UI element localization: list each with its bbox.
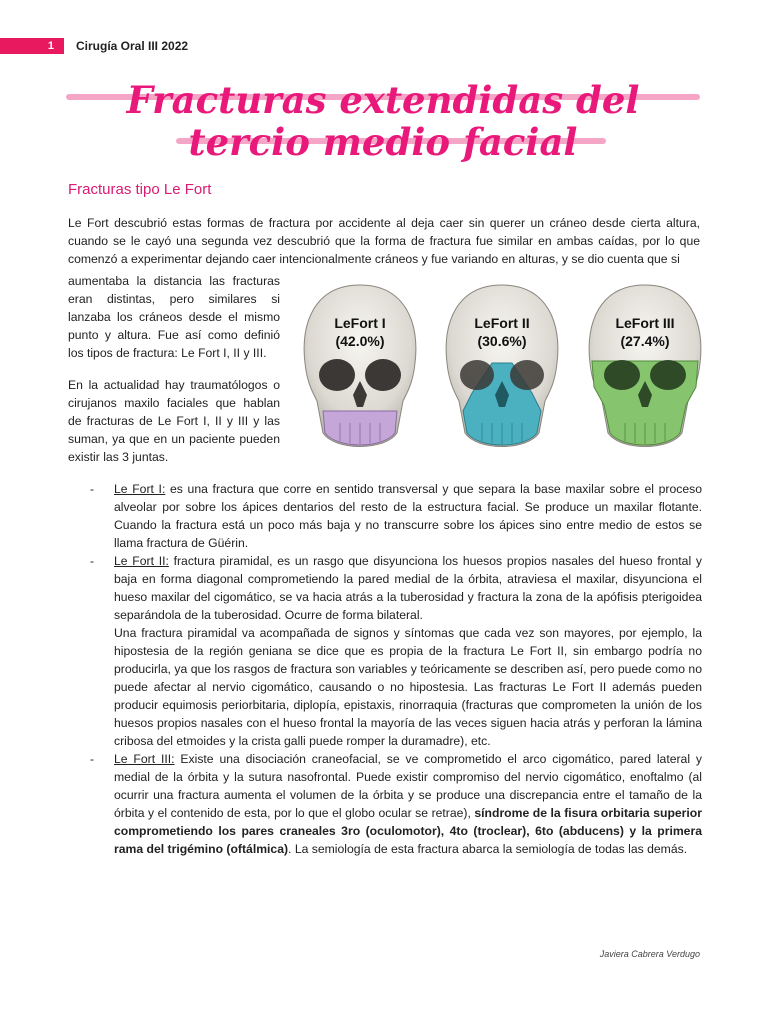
term-lefort-3: Le Fort III:	[114, 752, 175, 766]
percent-lefort-1: (42.0%)	[335, 333, 385, 349]
page-header	[0, 38, 768, 54]
footer-author: Javiera Cabrera Verdugo	[599, 949, 700, 959]
percent-lefort-2: (30.6%)	[477, 333, 527, 349]
term-lefort-1: Le Fort I:	[114, 482, 166, 496]
text-lefort-3: Existe una disociación craneofacial, se ve comprometido el arco cigomático, pared lateral y medial de la órbita y la sutura nasofrontal. Puede existir compromiso del nervio cigomático, enoftalmo (al ocurrir una fractura aumenta el volumen de la órbita y se produce una discrepancia entre el tamaño de la órbita y el contenido de esta, por lo que el globo ocular se retrae),	[114, 752, 702, 820]
list-item-lefort-3	[90, 750, 702, 858]
intro-paragraph-2: En la actualidad hay traumatólogos o cirujanos maxilo faciales que hablan de fracturas de Le Fort I, II y III y las suman, ya que en un paciente pueden existir las 3 juntas.	[68, 378, 280, 464]
list-dash: -	[90, 554, 95, 568]
skull-lefort-3	[589, 285, 701, 447]
label-lefort-2: LeFort II	[474, 315, 530, 331]
list-dash: -	[90, 752, 95, 766]
list-item-lefort-1	[90, 480, 702, 552]
text-lefort-2-extra: Una fractura piramidal va acompañada de signos y síntomas que cada vez son mayores, por ejemplo, la hipostesia de la región geniana se dice que es propia de la fractura Le Fort II, sin embargo podría no producirla, ya que los rasgos de fractura son variables y teóricamente se describen así, pero puede como no puede afectar al nervio cigomático, causando o no hipostesia. Las fracturas Le Fort II además pueden producir equimosis periorbitaria, diplopía, epistaxis, rinorraquia (fracturas que comprometen la unión de los huesos propios nasales con el hueso frontal la mayoría de las veces siguen hacia atrás y perforan la lámina cribosa del etmoides y la crista galli puede romper la duramadre), etc.	[114, 626, 702, 748]
list-dash: -	[90, 482, 95, 496]
label-lefort-1: LeFort I	[334, 315, 386, 331]
intro-paragraph-1a: Le Fort descubrió estas formas de fractura por accidente al deja caer sin querer un cráneo desde cierta altura, cuando se le cayó una segunda vez descubrió que la forma de fractura fue similar en ambas caídas, por lo que comenzó a experimentar dejando caer intencionalmente cráneos y fue variando en alturas, y se dio cuenta que si	[68, 216, 700, 266]
lefort-skulls-figure	[290, 283, 710, 468]
title-line-2: tercio medio facial	[188, 120, 578, 164]
skulls-illustration	[290, 283, 710, 468]
text-lefort-1: es una fractura que corre en sentido transversal y que separa la base maxilar sobre el proceso alveolar por sobre los ápices dentarios del resto de la estructura facial. Se produce un maxilar flotante. Cuando la fractura está un poco más baja y no transcurre sobre los ápices sino entre medio de estos se llama fractura de Güérin.	[114, 482, 702, 550]
document-title	[66, 78, 700, 168]
page-number: 1	[0, 38, 64, 54]
intro-paragraph-1b: aumentaba la distancia las fracturas eran distintas, pero similares si lanzaba los cráneos desde el mismo punto y altura. Fue así como definió los tipos de fractura: Le Fort I, II y III.	[68, 274, 280, 360]
text-lefort-3-end: . La semiología de esta fractura abarca la semiología de todas las demás.	[288, 842, 688, 856]
list-item-lefort-2	[90, 552, 702, 750]
skull-lefort-1	[304, 285, 416, 447]
term-lefort-2: Le Fort II:	[114, 554, 169, 568]
label-lefort-3: LeFort III	[615, 315, 675, 331]
title-line-1: Fracturas extendidas del	[126, 78, 640, 122]
skull-lefort-2	[446, 285, 558, 447]
text-lefort-3-bold: síndrome de la fisura orbitaria superior comprometiendo los pares craneales 3ro (oculomotor), 4to (troclear), 6to (abducens) y la primera rama del trigémino (oftálmica)	[114, 806, 702, 856]
course-title: Cirugía Oral III 2022	[76, 39, 189, 53]
percent-lefort-3: (27.4%)	[620, 333, 670, 349]
text-lefort-2: fractura piramidal, es un rasgo que disyunciona los huesos propios nasales del hueso frontal y baja en forma diagonal comprometiendo la pared medial de la órbita, atraviesa el maxilar, disyunciona el hueso maxilar del cigomático, se va hacia atrás a la tuberosidad y fractura la zona de la apófisis pterigoidea separándola de la tuberosidad. Ocurre de forma bilateral.	[114, 554, 702, 622]
lefort-types-list	[90, 480, 702, 858]
section-heading: Fracturas tipo Le Fort	[68, 181, 212, 198]
